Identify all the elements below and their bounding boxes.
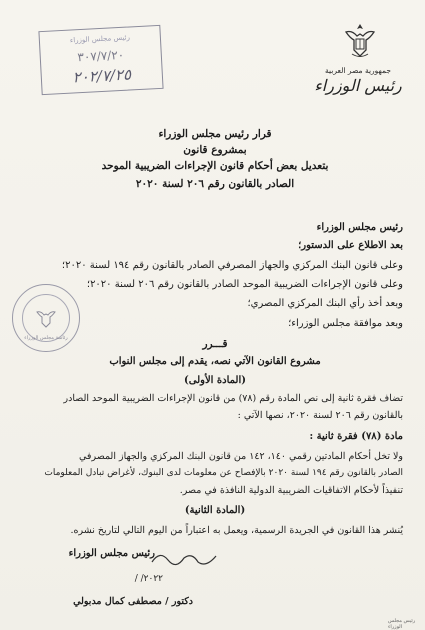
article-1-body-line-1: ولا تخل أحكام المادتين رقمي ١٤٠، ١٤٢ من قانون البنك المركزي والجهاز المصرفي: [79, 451, 403, 462]
title-line-2: بمشروع قانون: [183, 144, 247, 156]
article-2-text: يُنشر هذا القانون في الجريدة الرسمية، ويعمل به اعتباراً من اليوم التالي لتاريخ نشره.: [70, 525, 403, 536]
clause-1: وعلى قانون البنك المركزي والجهاز المصرفي الصادر بالقانون رقم ١٩٤ لسنة ٢٠٢٠؛: [61, 260, 403, 271]
after-review: بعد الاطلاع على الدستور؛: [298, 240, 403, 251]
article-1-text-line-2: بالقانون رقم ٢٠٦ لسنة ٢٠٢٠، نصها الآتي :: [237, 410, 403, 421]
stamp-line-2: ٣٠٧/٧/٢٠: [77, 47, 125, 65]
eagle-emblem-icon: [342, 20, 378, 60]
signature-date: ٢٠٢٢/ /: [134, 574, 163, 584]
signatory-name: دكتور / مصطفى كمال مدبولي: [73, 596, 193, 607]
article-1-body-line-2: الصادر بالقانون رقم ١٩٤ لسنة ٢٠٢٠ بالإفصاح عن معلومات لدى البنوك، لأغراض تبادل المعلومات: [44, 468, 403, 478]
stamp-line-1: رئيس مجلس الوزراء: [69, 33, 131, 45]
article-1-body-line-3: تنفيذاً لأحكام الاتفاقيات الضريبية الدولية النافذة في مصر.: [179, 485, 403, 496]
registration-stamp: [38, 25, 163, 95]
clause-3: وبعد أخذ رأي البنك المركزي المصري؛: [247, 298, 403, 309]
issuer-heading: رئيس مجلس الوزراء: [316, 222, 403, 233]
footer-note: رئيس مجلس الوزراء: [388, 618, 416, 630]
article-1-heading: (المادة الأولى): [184, 375, 246, 386]
title-line-4: الصادر بالقانون رقم ٢٠٦ لسنة ٢٠٢٠: [135, 178, 295, 190]
government-line: جمهورية مصر العربية: [325, 66, 391, 75]
prime-minister-logo: رئيس الوزراء: [314, 76, 402, 95]
signature-title: رئيس مجلس الوزراء: [68, 548, 155, 559]
clause-2: وعلى قانون الإجراءات الضريبية الموحد الصادر بالقانون رقم ٢٠٦ لسنة ٢٠٢٠؛: [86, 279, 403, 290]
article-78-subheading: مادة (٧٨) فقرة ثانية :: [309, 431, 403, 442]
title-line-3: بتعديل بعض أحكام قانون الإجراءات الضريبية الموحد: [101, 160, 329, 172]
seal-text: رئاسة مجلس الوزراء: [24, 335, 68, 341]
article-1-text-line-1: تضاف فقرة ثانية إلى نص المادة رقم (٧٨) من قانون الإجراءات الضريبية الموحد الصادر: [63, 393, 403, 404]
title-line-1: قرار رئيس مجلس الوزراء: [158, 128, 272, 140]
stamp-line-3: ٢٠٢/٧/٢٥: [72, 65, 132, 87]
decision-headline: مشروع القانون الآتي نصه، يقدم إلى مجلس النواب: [109, 356, 321, 367]
article-2-heading: (المادة الثانية): [184, 505, 246, 516]
seal-eagle-icon: [35, 305, 57, 329]
clause-4: وبعد موافقة مجلس الوزراء؛: [288, 318, 403, 329]
decided-heading: قـــرر: [202, 338, 228, 350]
official-seal: [12, 284, 80, 352]
handwritten-signature: [150, 548, 220, 570]
